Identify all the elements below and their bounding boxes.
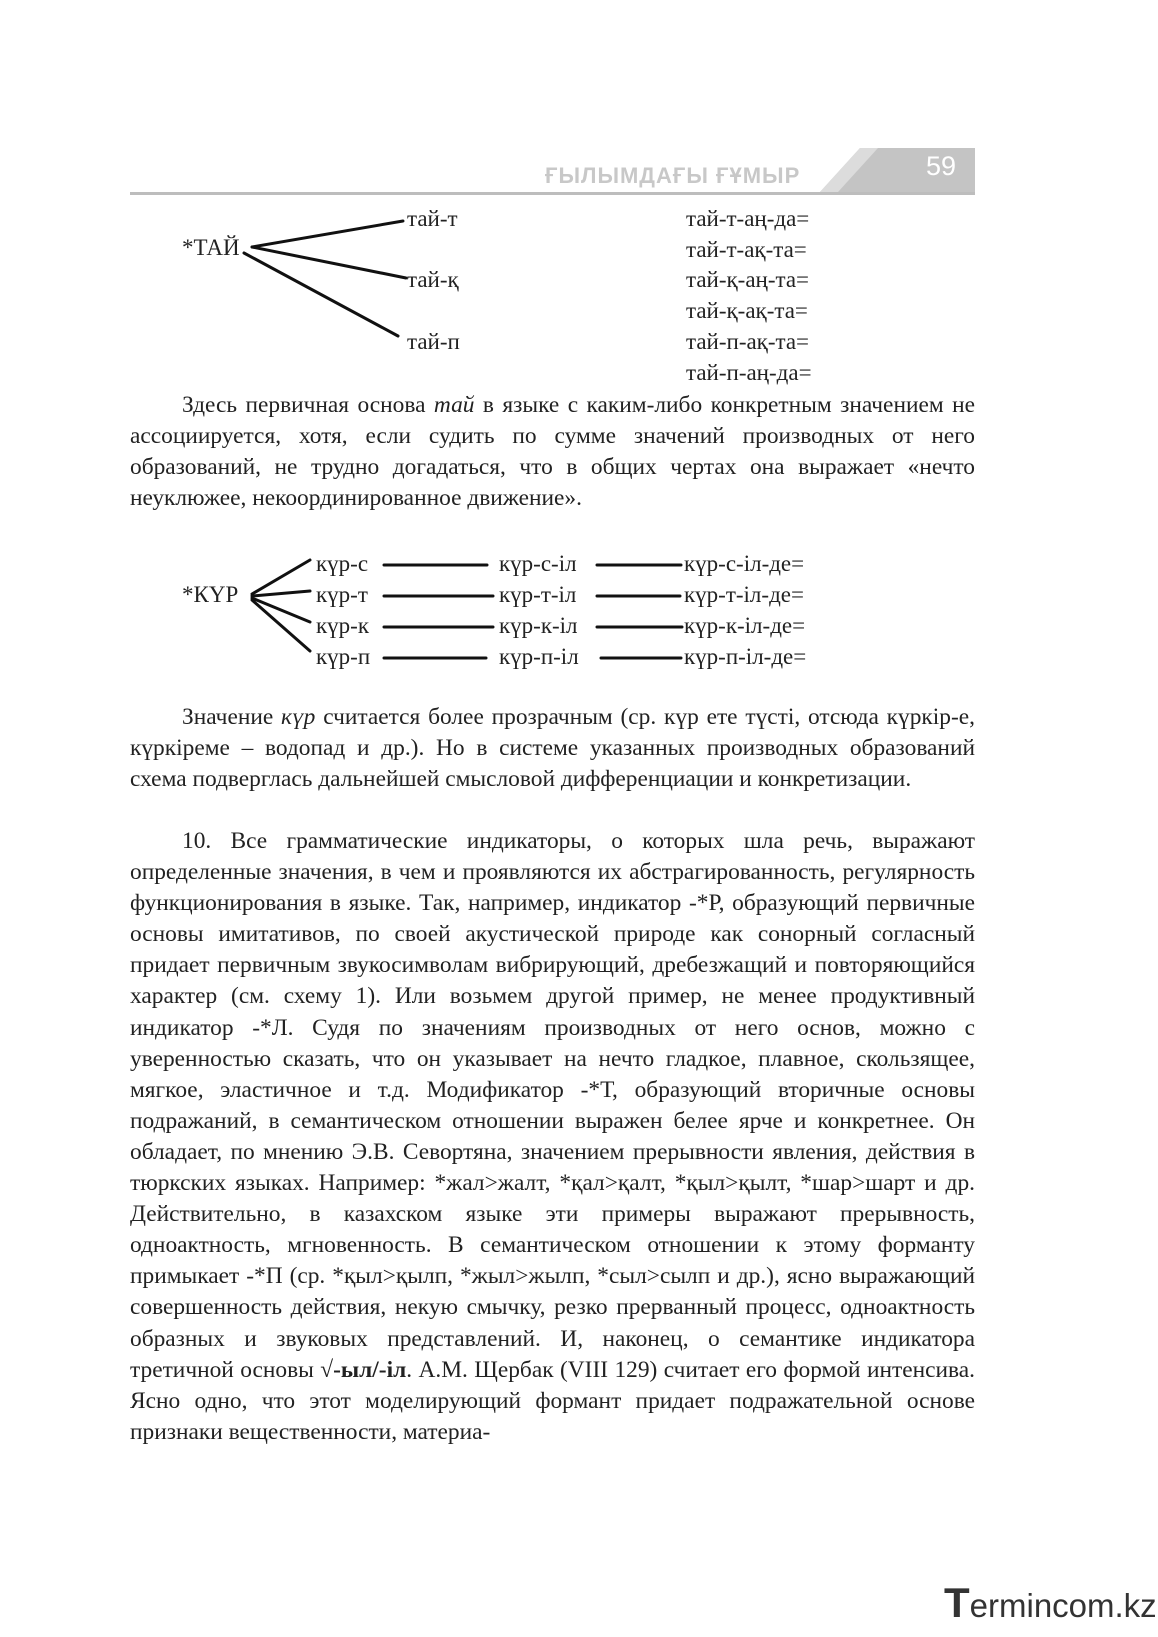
diagram-2-stem: күр-п [316,644,371,669]
diagram-2-derived: күр-с-іл-де= [684,551,805,576]
paragraph-3: 10. Все грамматические индикаторы, о которых шла речь, выражают определенные значения, в чем и проявляются их абстрагированность, регулярность функционирования в языке. Так, например, индикатор -*Р, образующий первичные основы имитативов, по своей акустической природе как сонорный согласный придает первичным звукосимволам вибрирующий, дребезжащий и повторяющийся характер (см. схему 1). Или возьмем другой пример, не менее продуктивный индикатор -*Л. Судя по значениям производных от него основ, можно с уверенностью сказать, что он указывает на нечто гладкое, плавное, скользящее, мягкое, эластичное и т.д. Модификатор -*Т, образующий вторичные основы подражаний, в семантическом отношении выражен белее ярче и конкретнее. Он обладает, по мнению Э.В. Севортяна, значением прерывности явления, действия в тюркских языках. Например: *жал>жалт, *қал>қалт, *қыл>қылт, *шар>шарт и др. Действительно, в казахском языке эти примеры выражают прерывность, одноактность, мгновенность. В семантическом отношении к этому форманту примыкает -*П (ср. *қыл>қылп, *жыл>жылп, *сыл>сылп и др.), ясно выражающий совершенность действия, некую смычку, резко прерванный процесс, одноактность образных и звуковых представлений. И, наконец, о семантике индикатора третичной основы √-ыл/-іл. А.М. Щербак (VIII 129) считает его формой интенсива. Ясно одно, что этот моделирующий формант придает подражательной основе признаки вещественности, материа- [130,828,975,1445]
diagram-1-derived: тай-п-ақ-та= [686,329,810,354]
emphasis-kur: күр [281,704,316,730]
paragraph-2: Значение күр считается более прозрачным (ср. күр ете түсті, отсюда күркір-е, күркіреме – водопад и др.). Но в системе указанных производных образований схема подверглась дальнейшей смысловой дифференциации и конкретизации. [130,704,975,793]
diagram-1-branch: тай-қ [407,267,459,292]
diagram-2-derived: күр-к-іл-де= [684,613,806,638]
diagram-2-stem: күр-т [316,582,368,607]
diagram-1-branch: тай-т [407,206,458,231]
diagram-2-stem: күр-с-іл [499,551,577,576]
diagram-1-derived: тай-т-аң-да= [686,206,810,231]
page-number: 59 [925,151,957,181]
diagram-1-derived: тай-қ-аң-та= [686,267,810,292]
bold-indicator: √-ыл/-іл [320,1356,407,1383]
diagram-2-root: *КҮР [182,582,239,607]
running-header-title: ҒЫЛЫМДАҒЫ ҒҰМЫР [545,163,801,188]
diagram-1-branch: тай-п [407,329,460,354]
diagram-2-stem: күр-т-іл [499,582,577,607]
diagram-1-derived: тай-т-ақ-та= [686,237,807,262]
paragraph-1: Здесь первичная основа тай в языке с каким-либо конкретным значением не ассоциируется, хотя, если судить по сумме значений производных от него образований, не трудно догадаться, что в общих чертах она выражает «нечто неуклюжее, некоординированное движение». [130,392,975,512]
diagram-2-derived: күр-п-іл-де= [684,644,807,669]
diagram-2-stem: күр-п-іл [499,644,579,669]
diagram-2-derived: күр-т-іл-де= [684,582,804,607]
diagram-1-root: *ТАЙ [182,235,240,260]
diagram-2-stem: күр-к [316,613,370,638]
emphasis-tai: тай [433,392,475,418]
watermark: Termincom.kz [944,1579,1157,1626]
diagram-1-derived: тай-қ-ақ-та= [686,298,808,323]
diagram-1-derived: тай-п-аң-да= [686,360,812,385]
diagram-2-stem: күр-с [316,551,369,576]
diagram-2-stem: күр-к-іл [499,613,578,638]
